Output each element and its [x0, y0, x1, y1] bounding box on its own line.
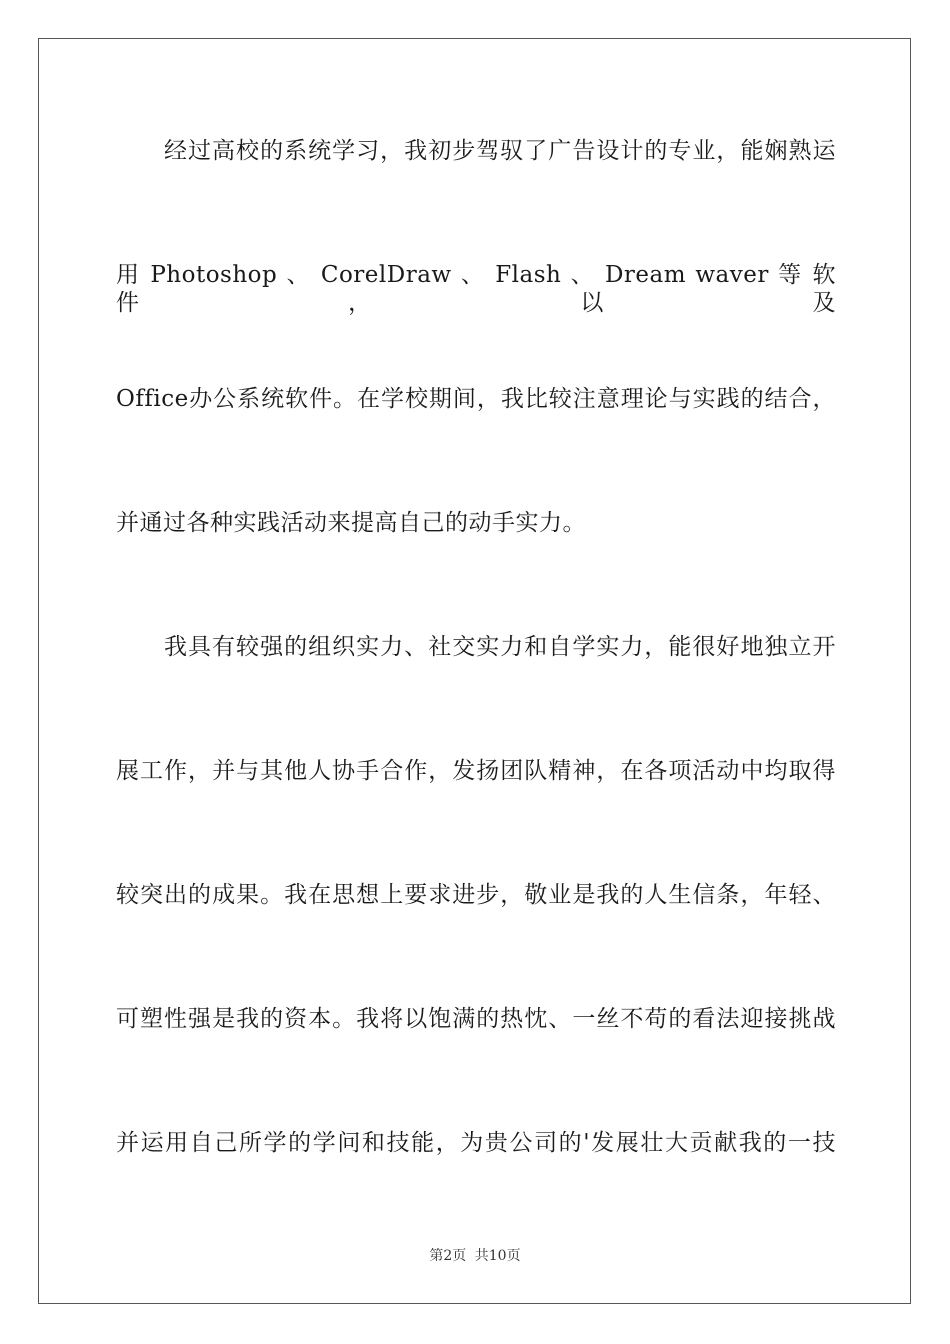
paragraph-1-line-2: 用 Photoshop 、 CorelDraw 、 Flash 、 Dream waver 等 软 件 ， 以 及	[116, 262, 836, 316]
page-footer	[0, 1247, 950, 1265]
total-pages: 共10页	[474, 1248, 521, 1264]
paragraph-2-line-5: 并运用自己所学的学问和技能，为贵公司的'发展壮大贡献我的一技	[116, 1130, 836, 1156]
paragraph-2-line-3: 较突出的成果。我在思想上要求进步，敬业是我的人生信条，年轻、	[116, 882, 836, 908]
page-border	[38, 38, 911, 1304]
paragraph-2-line-1: 我具有较强的组织实力、社交实力和自学实力，能很好地独立开	[164, 634, 836, 660]
page-number: 第2页	[429, 1248, 467, 1264]
paragraph-2-line-2: 展工作，并与其他人协手合作，发扬团队精神，在各项活动中均取得	[116, 758, 836, 784]
paragraph-2-line-4: 可塑性强是我的资本。我将以饱满的热忱、一丝不苟的看法迎接挑战	[116, 1006, 836, 1032]
paragraph-1-line-3: Office办公系统软件。在学校期间，我比较注意理论与实践的结合，	[116, 386, 836, 412]
paragraph-1-line-4: 并通过各种实践活动来提高自己的动手实力。	[116, 510, 586, 536]
paragraph-1-line-1: 经过高校的系统学习，我初步驾驭了广告设计的专业，能娴熟运	[164, 138, 836, 164]
